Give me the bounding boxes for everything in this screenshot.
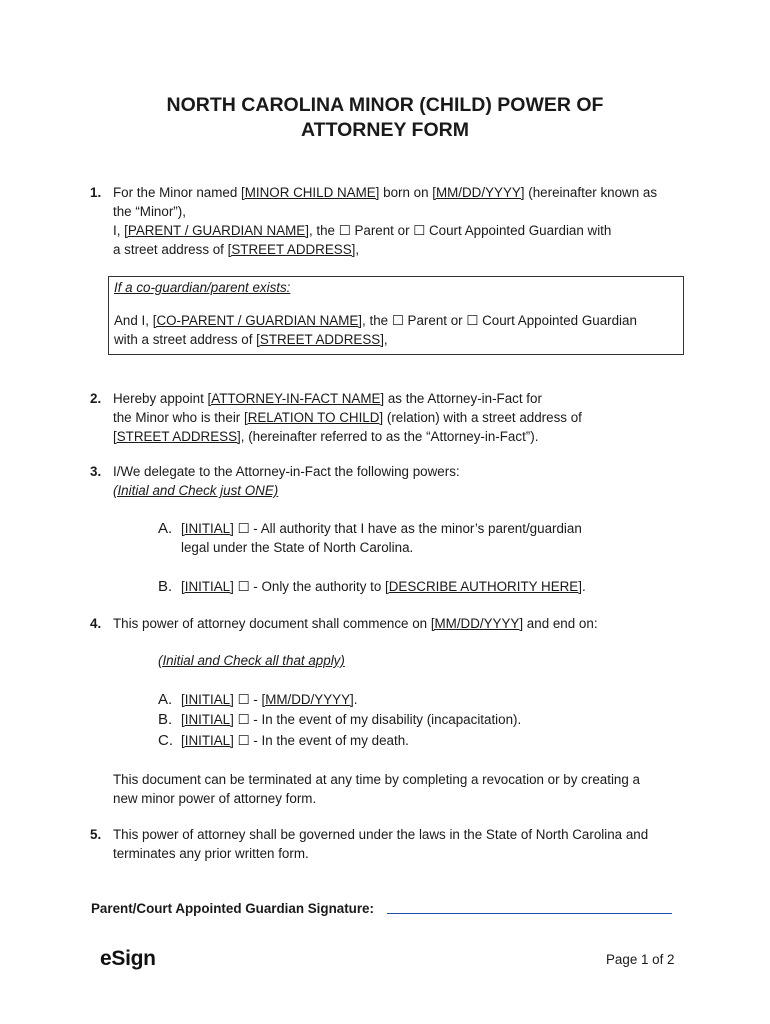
text: a street address of xyxy=(113,242,228,257)
section-3 xyxy=(90,462,690,500)
section-number: 2. xyxy=(90,391,102,406)
text: , the ☐ Parent or ☐ Court Appointed Guardian xyxy=(362,313,637,328)
initial-field[interactable]: [INITIAL] xyxy=(181,712,234,727)
text: Hereby appoint xyxy=(113,391,208,406)
authority-description-field[interactable]: [DESCRIBE AUTHORITY HERE] xyxy=(385,579,582,594)
attorney-name-field[interactable]: [ATTORNEY-IN-FACT NAME] xyxy=(207,391,385,406)
section-number: 5. xyxy=(90,827,102,842)
text: This document can be terminated at any time by completing a revocation or by creating a xyxy=(113,772,640,787)
text: , xyxy=(355,242,360,257)
end-date-field[interactable]: [MM/DD/YYYY] xyxy=(261,692,354,707)
initial-field[interactable]: [INITIAL] xyxy=(181,579,234,594)
instruction-text: (Initial and Check just ONE) xyxy=(113,483,279,498)
text: born on xyxy=(379,185,433,200)
coguardian-caption: If a co-guardian/parent exists: xyxy=(114,280,291,295)
text: (relation) with a street address of xyxy=(383,410,582,425)
text: , the ☐ Parent or ☐ Court Appointed Guardian with xyxy=(308,223,612,238)
section-number: 4. xyxy=(90,616,102,631)
section-4-option-a xyxy=(158,690,678,709)
section-2 xyxy=(90,389,690,446)
text: and end on: xyxy=(523,616,598,631)
text: . xyxy=(581,579,586,594)
checkbox-text[interactable]: ☐ - In the event of my death. xyxy=(233,733,409,748)
instruction-text: (Initial and Check all that apply) xyxy=(158,653,345,668)
page-number: Page 1 of 2 xyxy=(606,952,675,967)
text: with a street address of xyxy=(114,332,257,347)
option-letter: A. xyxy=(158,691,173,708)
checkbox-text[interactable]: ☐ - xyxy=(233,692,262,707)
option-letter: A. xyxy=(158,520,173,537)
coparent-address-field[interactable]: [STREET ADDRESS] xyxy=(256,332,384,347)
attorney-address-field[interactable]: [STREET ADDRESS] xyxy=(113,429,241,444)
text: , (hereinafter referred to as the “Attorney-in-Fact”). xyxy=(240,429,539,444)
section-number: 1. xyxy=(90,185,102,200)
esign-logo: eSign xyxy=(100,947,156,970)
text: This power of attorney shall be governed under the laws in the State of North Carolina and xyxy=(113,827,649,842)
title-line-1: NORTH CAROLINA MINOR (CHILD) POWER OF xyxy=(166,94,604,116)
text: For the Minor named xyxy=(113,185,242,200)
text: the Minor who is their xyxy=(113,410,244,425)
text: . xyxy=(353,692,358,707)
text: (hereinafter known as xyxy=(524,185,658,200)
section-4 xyxy=(90,614,690,633)
text: the “Minor”), xyxy=(113,204,186,219)
initial-field[interactable]: [INITIAL] xyxy=(181,521,234,536)
checkbox-text[interactable]: ☐ - In the event of my disability (incapacitation). xyxy=(233,712,522,727)
section-1 xyxy=(90,183,690,259)
section-4-option-c xyxy=(158,731,678,750)
coguardian-box xyxy=(108,276,684,355)
parent-name-field[interactable]: [PARENT / GUARDIAN NAME] xyxy=(124,223,309,238)
coparent-name-field[interactable]: [CO-PARENT / GUARDIAN NAME] xyxy=(152,313,363,328)
checkbox-text[interactable]: ☐ - Only the authority to xyxy=(233,579,386,594)
option-letter: B. xyxy=(158,578,173,595)
title-line-2: ATTORNEY FORM xyxy=(301,119,469,141)
signature-label: Parent/Court Appointed Guardian Signature: xyxy=(91,901,374,916)
text: new minor power of attorney form. xyxy=(113,791,317,806)
text: I/We delegate to the Attorney-in-Fact the following powers: xyxy=(113,464,460,479)
text: terminates any prior written form. xyxy=(113,846,309,861)
section-number: 3. xyxy=(90,464,102,479)
parent-address-field[interactable]: [STREET ADDRESS] xyxy=(227,242,356,257)
text: as the Attorney-in-Fact for xyxy=(384,391,542,406)
termination-note xyxy=(90,770,690,808)
section-5 xyxy=(90,825,690,863)
minor-name-field[interactable]: [MINOR CHILD NAME] xyxy=(241,185,380,200)
text: I, xyxy=(113,223,125,238)
option-letter: C. xyxy=(158,732,173,749)
initial-field[interactable]: [INITIAL] xyxy=(181,733,234,748)
text: And I, xyxy=(114,313,153,328)
signature-line[interactable] xyxy=(387,913,672,914)
relation-field[interactable]: [RELATION TO CHILD] xyxy=(243,410,384,425)
text: This power of attorney document shall commence on xyxy=(113,616,431,631)
start-date-field[interactable]: [MM/DD/YYYY] xyxy=(430,616,524,631)
section-3-option-a xyxy=(158,519,678,557)
section-3-option-b xyxy=(158,577,678,596)
checkbox-text[interactable]: ☐ - All authority that I have as the minor’s parent/guardian xyxy=(233,521,582,536)
birth-date-field[interactable]: [MM/DD/YYYY] xyxy=(432,185,525,200)
option-letter: B. xyxy=(158,711,173,728)
document-title xyxy=(85,93,685,143)
text: legal under the State of North Carolina. xyxy=(181,540,414,555)
section-4-option-b xyxy=(158,710,678,729)
text: , xyxy=(383,332,388,347)
initial-field[interactable]: [INITIAL] xyxy=(181,692,234,707)
